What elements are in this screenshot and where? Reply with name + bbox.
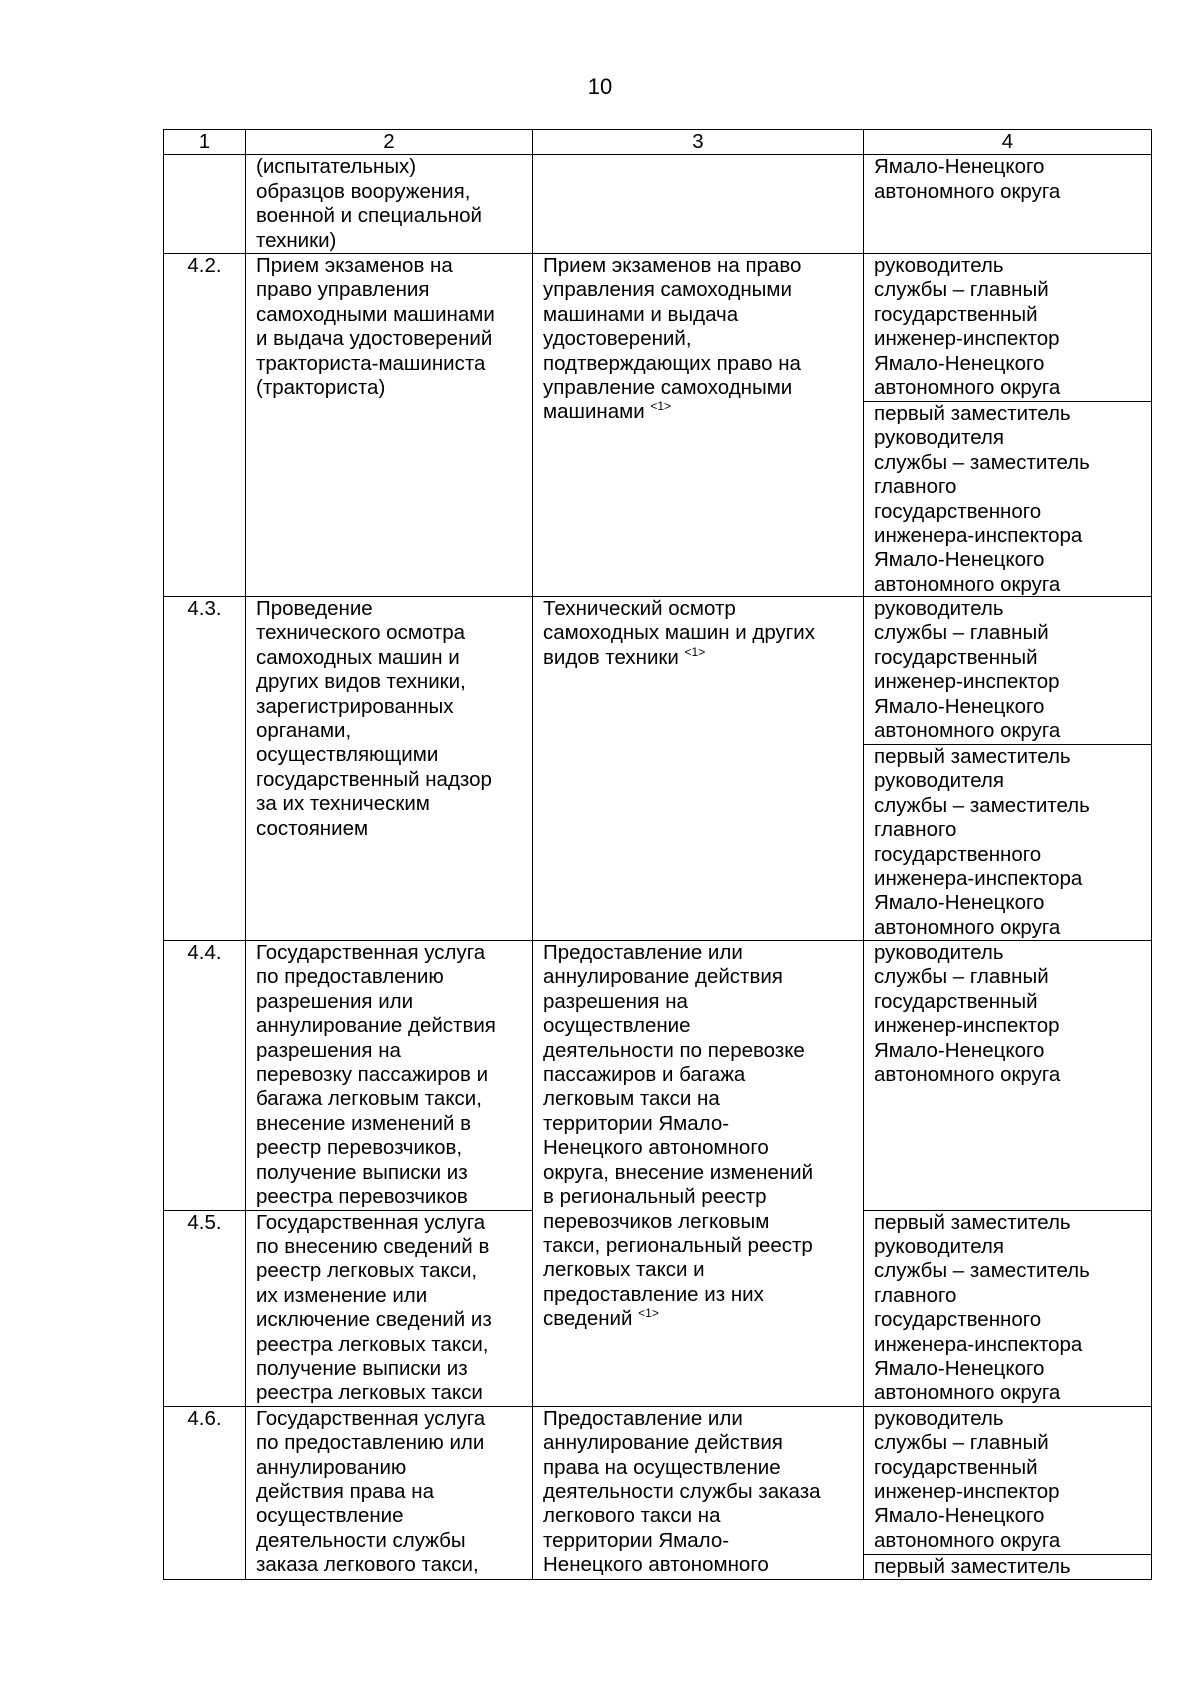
service-name: Государственная услуга по предоставлению или аннулированию действия права на осуществление деятельности службы заказа легкового такси, (256, 1406, 486, 1577)
official-position: первый заместитель руководителя службы – заместитель главного государственного инженера-инспектора Ямало-Ненецкого автономного округа (864, 401, 1151, 596)
service-content-cell (533, 155, 864, 254)
official-position: руководитель службы – главный государственный инженер-инспектор Ямало-Ненецкого автономного округа (874, 941, 1061, 1087)
official-position: руководитель службы – главный государственный инженер-инспектор Ямало-Ненецкого автономного округа (874, 597, 1061, 743)
service-name: (испытательных) образцов вооружения, военной и специальной техники) (256, 155, 482, 252)
table-row (164, 254, 1152, 597)
header-col-1: 1 (164, 130, 246, 155)
officials-cell (864, 254, 1152, 597)
service-name-cell (246, 1406, 533, 1579)
service-content-cell (533, 597, 864, 941)
officials-cell (864, 155, 1152, 254)
table-header-row (164, 130, 1152, 155)
table-row (164, 597, 1152, 941)
officials-cell (864, 1406, 1152, 1579)
page-number: 10 (587, 74, 613, 99)
service-name-cell (246, 254, 533, 597)
row-number: 4.2. (164, 254, 246, 597)
service-content-cell (533, 254, 864, 597)
table-row (164, 941, 1152, 1210)
service-content: Предоставление или аннулирование действия права на осуществление деятельности службы заказа легкового такси на территории Ямало- Ненецкого автономного (543, 1406, 821, 1577)
footnote-mark: <1> (684, 644, 706, 659)
service-name-cell (246, 155, 533, 254)
service-content-cell (533, 941, 864, 1407)
service-name: Прием экзаменов на право управления самоходными машинами и выдача удостоверений тракториста-машиниста (тракториста) (256, 254, 495, 400)
table-row (164, 155, 1152, 254)
header-col-2: 2 (246, 130, 533, 155)
service-content-cell (533, 1406, 864, 1579)
header-col-3: 3 (533, 130, 864, 155)
row-number: 4.6. (164, 1406, 246, 1579)
services-table (163, 129, 1152, 1580)
official-position: руководитель службы – главный государственный инженер-инспектор Ямало-Ненецкого автономного округа (874, 1406, 1061, 1552)
official-position: первый заместитель руководителя службы – заместитель главного государственного инженера-инспектора Ямало-Ненецкого автономного округа (864, 744, 1151, 940)
row-number: 4.3. (164, 597, 246, 941)
official-position: первый заместитель руководителя службы – заместитель главного государственного инженера-инспектора Ямало-Ненецкого автономного округа (874, 1210, 1090, 1405)
service-content: Предоставление или аннулирование действия разрешения на осуществление деятельности по перевозке пассажиров и багажа легковым такси на территории Ямало- Ненецкого автономного округа, внесение изменений в региональный реестр перевозчиков легковым такси, региональный реестр легковых такси и предоставление из них сведений (543, 941, 814, 1331)
footnote-mark: <1> (638, 1306, 659, 1321)
table-row (164, 1406, 1152, 1579)
row-number (164, 155, 246, 254)
service-content: Прием экзаменов на право управления самоходными машинами и выдача удостоверений, подтверждающих право на управление самоходными машинами (543, 254, 802, 424)
service-content: Технический осмотр самоходных машин и других видов техники (543, 597, 815, 669)
service-name: Проведение технического осмотра самоходных машин и других видов техники, зарегистрированных органами, осуществляющими государственный надзор за их техническим состоянием (256, 597, 492, 840)
row-number: 4.4. (164, 941, 246, 1210)
officials-cell (864, 597, 1152, 941)
service-name-cell (246, 597, 533, 941)
footnote-mark: <1> (650, 399, 672, 414)
header-col-4: 4 (864, 130, 1152, 155)
official-position: руководитель службы – главный государственный инженер-инспектор Ямало-Ненецкого автономного округа (874, 254, 1061, 400)
service-name-cell (246, 1210, 533, 1406)
row-number: 4.5. (164, 1210, 246, 1406)
service-name: Государственная услуга по предоставлению разрешения или аннулирование действия разрешения на перевозку пассажиров и багажа легковым такси, внесение изменений в реестр перевозчиков, получение выписки из реестра перевозчиков (256, 941, 496, 1209)
service-name: Государственная услуга по внесению сведений в реестр легковых такси, их изменение или исключение сведений из реестра легковых такси, получение выписки из реестра легковых такси (256, 1210, 492, 1405)
official-position: первый заместитель (864, 1554, 1151, 1579)
service-name-cell (246, 941, 533, 1210)
officials-cell (864, 941, 1152, 1210)
officials-cell (864, 1210, 1152, 1406)
official-position: Ямало-Ненецкого автономного округа (874, 155, 1061, 203)
